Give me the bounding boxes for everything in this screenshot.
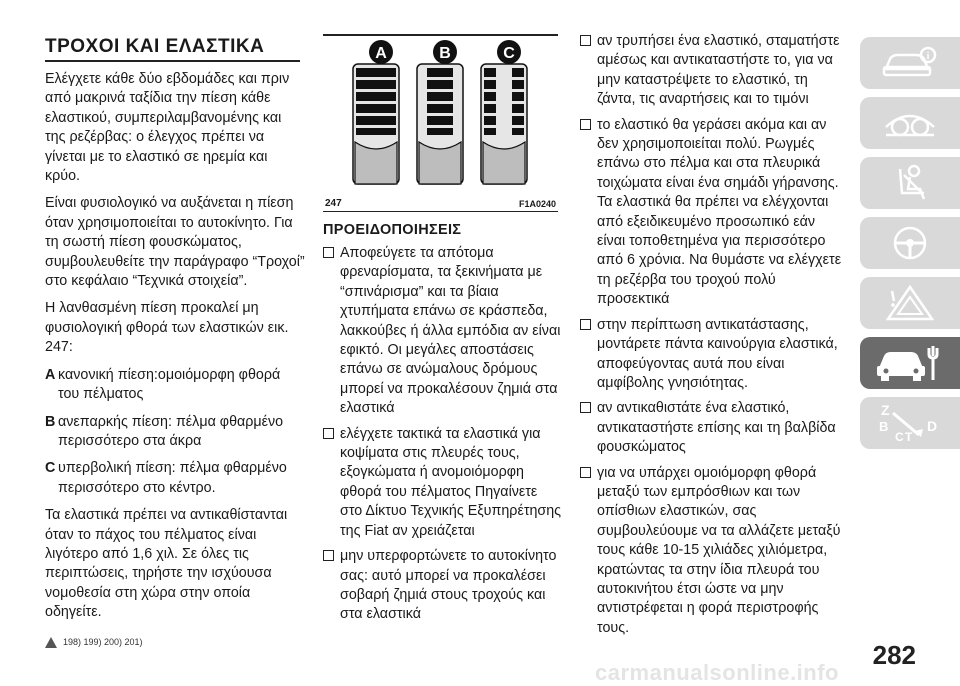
warning-bullet: [323, 425, 563, 541]
warning-references: [45, 637, 305, 648]
tyre-wear-illustration: [323, 36, 558, 211]
column-middle: [323, 0, 563, 625]
tyre-a: [353, 64, 399, 184]
car-service-icon: [875, 342, 945, 384]
warning-text: μην υπερφορτώνετε το αυτοκίνητο σας: αυτό μπορεί να προκαλέσει σοβαρή ζημιά στους τροχούς και στα ελαστικά: [340, 548, 557, 623]
tab-index[interactable]: [860, 397, 960, 449]
index-letter: C: [895, 430, 904, 444]
column-right: [580, 0, 845, 638]
warning-text: Αποφεύγετε τα απότομα φρεναρίσματα, τα ξεκινήματα με “σπινάρισμα” και τα βίαια χτυπήματα επάνω σε κράσπεδα, λακκούβες ή άλλα εμπόδια αν είναι εφικτό. Οι μεγάλες αποστάσεις επάνω σε ανώμαλους δρόμους μπορεί να προκαλέσουν ζημιά στα ελαστικά: [340, 245, 561, 417]
page-title: ΤΡΟΧΟΙ ΚΑΙ ΕΛΑΣΤΙΚΑ: [45, 36, 265, 57]
checkbox-bullet-icon: [580, 35, 591, 46]
figure-bottom-rule: [323, 211, 558, 212]
tab-car-info[interactable]: [860, 37, 960, 89]
index-letter: Z: [881, 402, 890, 418]
checkbox-bullet-icon: [580, 319, 591, 330]
warning-text: στην περίπτωση αντικατάστασης, μοντάρετε πάντα καινούργια ελαστικά, αποφεύγοντας αυτά που είναι αμφίβολης γνησιότητας.: [597, 316, 838, 391]
tab-car-service[interactable]: [860, 337, 960, 389]
tab-dashboard[interactable]: [860, 97, 960, 149]
tyre-label: B: [439, 45, 451, 62]
watermark: carmanualsonline.info: [595, 660, 839, 685]
wear-item-text: κανονική πίεση:ομοιόμορφη φθορά του πέλματος: [58, 366, 281, 403]
index-letter: T: [905, 430, 913, 444]
wear-item-key: B: [45, 413, 56, 430]
figure-code: F1A0240: [518, 199, 556, 209]
paragraph-check-pressure: Ελέγχετε κάθε δύο εβδομάδες και πριν από μακρινά ταξίδια την πίεση κάθε ελαστικού, συμπεριλαμβανομένης και της ρεζέρβας: ο έλεγχος πρέπει να γίνεται με το ελαστικό σε ηρεμία και κρύο.: [45, 71, 290, 185]
tab-driving[interactable]: [860, 217, 960, 269]
warning-text: αν αντικαθιστάτε ένα ελαστικό, αντικαταστήστε επίσης και τη βαλβίδα φουσκώματος: [597, 400, 836, 456]
checkbox-bullet-icon: [580, 467, 591, 478]
warning-triangle-icon: [880, 283, 940, 323]
wear-item-text: υπερβολική πίεση: πέλμα φθαρμένο περισσότερο στο κέντρο.: [58, 460, 287, 496]
wear-item-a: [45, 366, 305, 405]
wear-item-c: [45, 459, 305, 498]
warning-reference-numbers: 198) 199) 200) 201): [63, 637, 143, 648]
tyre-c: [481, 64, 527, 184]
index-icon: [875, 401, 945, 445]
paragraph-replace-tyres: Τα ελαστικά πρέπει να αντικαθίστανται όταν το πάχος του πέλματος είναι λιγότερο από 1,6 χιλ. Σε όλες τις περιπτώσεις, τηρήστε την ισχύουσα νομοθεσία στη χώρα στην οποία οδηγείτε.: [45, 507, 288, 621]
index-letter: B: [879, 419, 889, 434]
warning-bullet: [323, 244, 563, 419]
title-rule: [45, 60, 300, 62]
tab-emergency[interactable]: [860, 277, 960, 329]
checkbox-bullet-icon: [323, 550, 334, 561]
seat-safety-icon: [880, 163, 940, 203]
index-letter: D: [927, 418, 938, 434]
warning-bullet: [323, 547, 563, 625]
wear-item-b: [45, 413, 305, 452]
figure-number: 247: [325, 198, 342, 209]
warning-text: αν τρυπήσει ένα ελαστικό, σταματήστε αμέσως και αντικαταστήστε το, για να μην καταστρέψετε το ελαστικό, τη ζάντα, τις αναρτήσεις και το τιμόνι: [597, 33, 840, 108]
warning-text: για να υπάρχει ομοιόμορφη φθορά μεταξύ των εμπρόσθιων και των οπίσθιων ελαστικών, σας συμβουλεύουμε να τα αλλάζετε μεταξύ τους κάθε 10-15 χιλιάδες χιλιόμετρα, κρατώντας τα στην ίδια πλευρά του αυτοκινήτου έτσι ώστε να μην αντιστρέφεται η φορά περιστροφής τους.: [597, 464, 841, 636]
car-info-icon: [880, 45, 940, 81]
steering-wheel-icon: [890, 223, 930, 263]
paragraph-pressure-increase: Είναι φυσιολογικό να αυξάνεται η πίεση όταν χρησιμοποιείται το αυτοκίνητο. Για τη σωστή πίεση φουσκώματος, συμβουλευθείτε την παράγραφο “Τροχοί” στο κεφάλαιο “Τεχνικά στοιχεία”.: [45, 195, 305, 290]
tyre-label: C: [503, 45, 515, 62]
page-number: 282: [872, 640, 916, 670]
checkbox-bullet-icon: [580, 402, 591, 413]
tyre-label: A: [375, 45, 387, 62]
warning-text: ελέγχετε τακτικά τα ελαστικά για κοψίματα στις πλευρές τους, εξογκώματα ή ανομοιόμορφη φθορά του πέλματος Πηγαίνετε στο Δίκτυο Τεχνικής Εξυπηρέτησης της Fiat αν χρειάζεται: [340, 425, 562, 539]
warning-triangle-icon: [45, 637, 57, 648]
warning-bullet: [580, 116, 845, 310]
dashboard-icon: [880, 105, 940, 141]
warning-bullet: [580, 316, 845, 394]
wear-item-key: C: [45, 460, 56, 477]
wear-item-key: A: [45, 366, 56, 383]
checkbox-bullet-icon: [323, 428, 334, 439]
svg-text:i: i: [926, 51, 930, 62]
warning-bullet: [580, 399, 845, 457]
warning-text: το ελαστικό θα γεράσει ακόμα και αν δεν χρησιμοποιείται πολύ. Ρωγμές επάνω στο πέλμα και στα πλευρικά τοιχώματα είναι ένα σημάδι γήρανσης. Τα ελαστικά θα πρέπει να ελέγχονται από εξειδικευμένο προσωπικό εάν είναι τοποθετημένα για περισσότερο από 6 χρόνια. Να θυμάστε να ελέγχετε τη ρεζέρβα του τροχού πολύ προσεκτικά: [597, 116, 842, 308]
warning-bullet: [580, 32, 845, 110]
wear-item-text: ανεπαρκής πίεση: πέλμα φθαρμένο περισσότερο στα άκρα: [58, 413, 284, 449]
checkbox-bullet-icon: [580, 119, 591, 130]
warnings-heading: ΠΡΟΕΙΔΟΠΟΙΗΣΕΙΣ: [323, 222, 462, 238]
figure-247: [323, 34, 558, 211]
chapter-tabs: [860, 37, 960, 457]
column-left: [45, 0, 305, 648]
warning-bullet: [580, 464, 845, 639]
checkbox-bullet-icon: [323, 247, 334, 258]
tab-safety[interactable]: [860, 157, 960, 209]
paragraph-wrong-pressure: Η λανθασμένη πίεση προκαλεί μη φυσιολογική φθορά των ελαστικών εικ. 247:: [45, 300, 289, 356]
tyre-b: [417, 64, 463, 184]
